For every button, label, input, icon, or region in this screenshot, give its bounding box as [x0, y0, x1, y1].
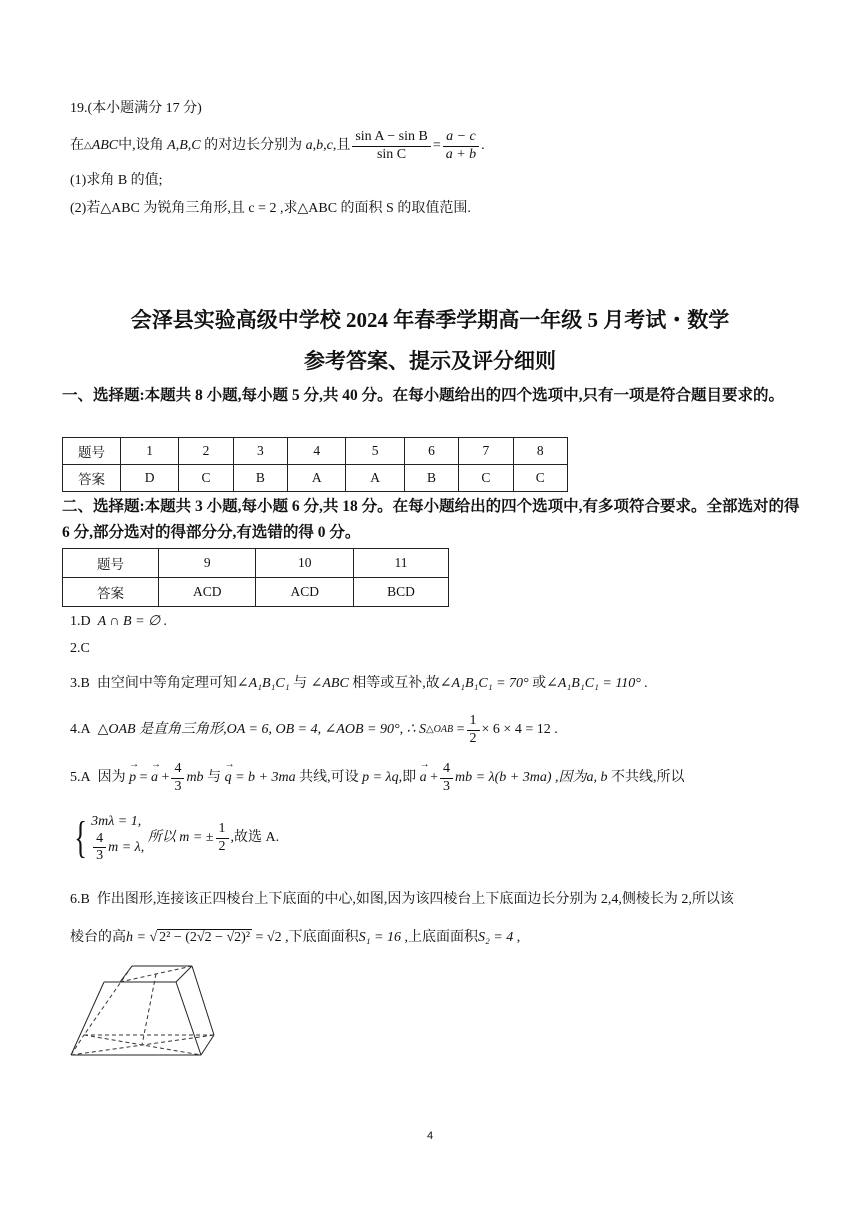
table-cell: 7: [459, 438, 513, 465]
solution-2: 2.C: [70, 641, 90, 656]
table-cell: A: [346, 465, 404, 492]
table-cell: 6: [404, 438, 458, 465]
table-cell: A: [288, 465, 346, 492]
table-cell: 1: [121, 438, 179, 465]
section2-answer-table: [62, 548, 449, 607]
table-cell: C: [513, 465, 567, 492]
table-cell: C: [179, 465, 233, 492]
q19-part1: (1)求角 B 的值;: [70, 173, 163, 188]
fraction-half: $\frac{1}{2}$: [467, 713, 480, 746]
table-cell: 5: [346, 438, 404, 465]
solution-5-system: { 3mλ = 1, $\frac{4}{3}$ m = λ, 所以 m = ± $\frac{1}{2}$ ,故选 A.: [74, 813, 280, 864]
table-cell: 答案: [63, 578, 159, 607]
solution-3: 3.B 由空间中等角定理可知∠A₁B₁C₁ 与 ∠ABC 相等或互补,故∠A₁B₁C₁ = 70° 或∠A₁B₁C₁ = 110° .: [70, 676, 648, 691]
table-cell: 10: [256, 549, 353, 578]
table-cell: 题号: [63, 438, 121, 465]
table-cell: 11: [353, 549, 448, 578]
table-cell: C: [459, 465, 513, 492]
table-cell: D: [121, 465, 179, 492]
table-row: [63, 578, 449, 607]
table-row: [63, 549, 449, 578]
fraction-half: $\frac{1}{2}$: [216, 821, 229, 854]
section2-heading: 二、选择题:本题共 3 小题,每小题 6 分,共 18 分。在每小题给出的四个选项中,有多项符合要求。全部选对的得 6 分,部分选对的得部分分,有选错的得 0 分。: [62, 498, 800, 541]
page-subtitle: 参考答案、提示及评分细则: [304, 349, 556, 373]
table-cell: 2: [179, 438, 233, 465]
equation-system: 3mλ = 1, $\frac{4}{3}$ m = λ,: [91, 813, 145, 864]
q19-stem: 在 △ ABC 中,设角 A,B,C 的对边长分别为 a,b,c ,且 $\frac{\text{sin A − sin B}}{\text{sin C}}$ = $\frac{a - c}{a + b}$ .: [70, 129, 485, 162]
section1-heading: 一、选择题:本题共 8 小题,每小题 5 分,共 40 分。在每小题给出的四个选项中,只有一项是符合题目要求的。: [62, 387, 785, 404]
q19-fraction-right: $\frac{a - c}{a + b}$: [443, 129, 479, 162]
table-cell: B: [233, 465, 287, 492]
left-brace: {: [74, 813, 87, 862]
table-row: [63, 465, 568, 492]
table-cell: 答案: [63, 465, 121, 492]
table-cell: ACD: [159, 578, 256, 607]
frustum-figure: [64, 962, 224, 1062]
section1-answer-table: [62, 437, 568, 492]
solution-5: 5.A 因为 → p = → a + $\frac{4}{3}$ mb 与 → q = b + 3ma 共线,可设 p = λq ,即 → a + $\frac{4}{3}$ mb = λ(b + 3ma) ,因为 a, b 不共线,所以: [70, 758, 685, 798]
table-cell: 题号: [63, 549, 159, 578]
table-cell: ACD: [256, 578, 353, 607]
page-number: 4: [426, 1130, 434, 1142]
table-cell: 4: [288, 438, 346, 465]
table-cell: BCD: [353, 578, 448, 607]
q19-fraction-left: $\frac{\text{sin A − sin B}}{\text{sin C}}$: [352, 129, 430, 162]
table-row: [63, 438, 568, 465]
page-title: 会泽县实验高级中学校 2024 年春季学期高一年级 5 月考试・数学: [130, 308, 730, 332]
solution-6: 6.B 作出图形,连接该正四棱台上下底面的中心,如图,因为该四棱台上下底面边长分别为 2,4,侧棱长为 2,所以该: [70, 892, 734, 907]
solution-1: 1.D A ∩ B = ∅ .: [70, 614, 168, 629]
solution-4: 4.A △OAB 是直角三角形, OA = 6, OB = 4, ∠AOB = 90°, ∴ S △OAB = $\frac{1}{2}$ × 6 × 4 = 12 .: [70, 713, 558, 746]
table-cell: 9: [159, 549, 256, 578]
table-cell: 3: [233, 438, 287, 465]
table-cell: B: [404, 465, 458, 492]
q19-part2: (2)若△ABC 为锐角三角形,且 c = 2 ,求△ABC 的面积 S 的取值范围.: [70, 201, 471, 216]
fraction-four-thirds: $\frac{4}{3}$: [440, 761, 453, 794]
fraction-four-thirds: $\frac{4}{3}$: [171, 761, 184, 794]
q19-header: 19.(本小题满分 17 分): [70, 101, 202, 116]
table-cell: 8: [513, 438, 567, 465]
solution-6-cont: 棱台的高h = √ 2² − (2√2 − √2)² = √2 ,下底面面积S₁ = 16 ,上底面面积S₂ = 4 ,: [70, 930, 521, 945]
